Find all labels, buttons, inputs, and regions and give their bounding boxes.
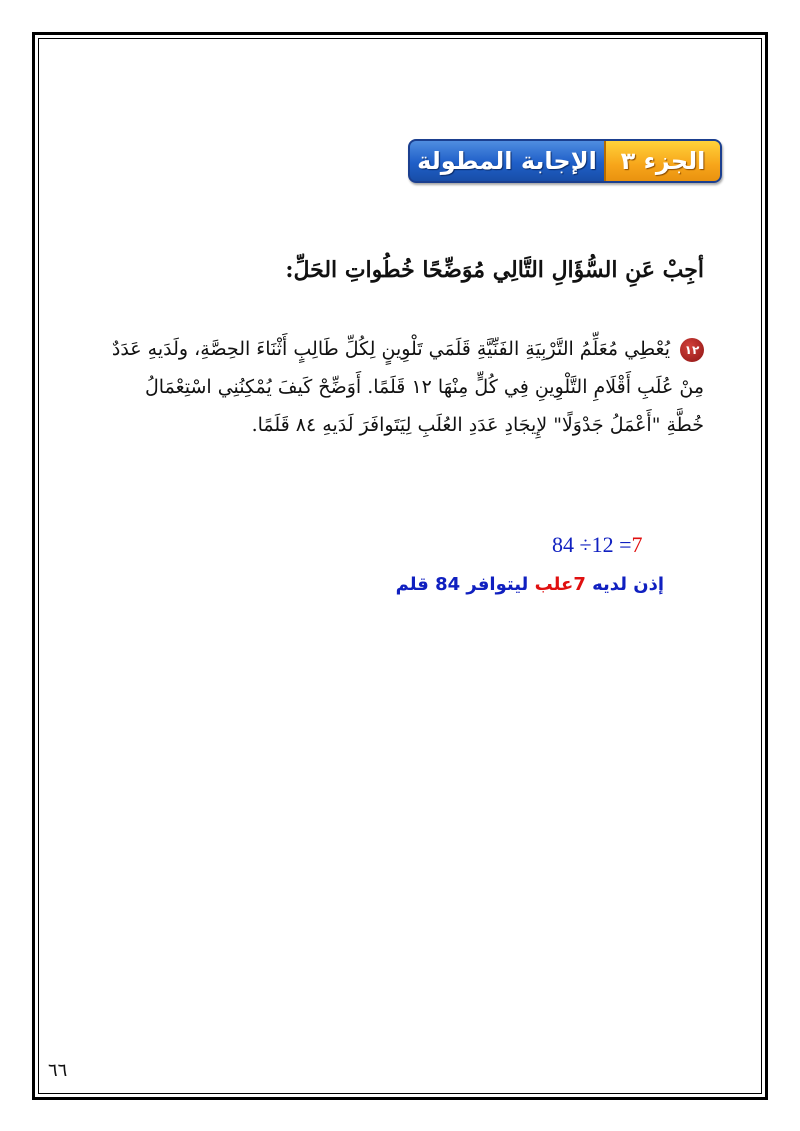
equation-result: 7 — [631, 532, 643, 557]
banner-title: الإجابة المطولة — [417, 147, 597, 175]
equation-dividend: 84 — [552, 532, 574, 557]
equation-divide-sign: ÷ — [579, 532, 592, 557]
banner-part-label: الجزء ٣ — [604, 141, 720, 181]
answer-prefix: إذن لديه — [592, 574, 664, 595]
answer-count: 7 — [573, 574, 586, 595]
equation-divisor: 12 — [591, 532, 614, 557]
section-banner — [408, 139, 722, 183]
answer-line — [396, 574, 664, 595]
instruction-text: أجِبْ عَنِ السُّؤَالِ التَّالِي مُوَضِّحًا خُطُواتِ الحَلِّ: — [285, 257, 704, 283]
answer-box-word: علب — [534, 574, 574, 595]
question-text: يُعْطِي مُعَلِّمُ التَّرْبِيَةِ الفَنِّيَّةِ قَلَمَي تَلْوِينٍ لِكُلِّ طَالِبٍ أَثْنَاءَ الحِصَّةِ، ولَدَيهِ عَدَدٌ مِنْ عُلَبِ أَقْلَامِ التَّلْوِينِ فِي كُلٍّ مِنْهَا ١٢ قَلَمًا. أَوَضِّحْ كَيفَ يُمْكِنُنِي اسْتِعْمَالُ خُطَّةِ "أَعْمَلُ جَدْوَلًا" لإِيجَادِ عَدَدِ العُلَبِ لِيَتَوافَرَ لَدَيهِ ٨٤ قَلَمًا. — [111, 338, 704, 436]
page-number: ٦٦ — [48, 1060, 68, 1081]
question-number-badge: ١٢ — [680, 338, 704, 362]
page-border-inner — [38, 38, 762, 1094]
equation — [552, 532, 643, 558]
equation-equals-sign: = — [619, 532, 632, 557]
question-block — [104, 330, 704, 444]
answer-suffix: ليتوافر 84 قلم — [395, 574, 529, 595]
